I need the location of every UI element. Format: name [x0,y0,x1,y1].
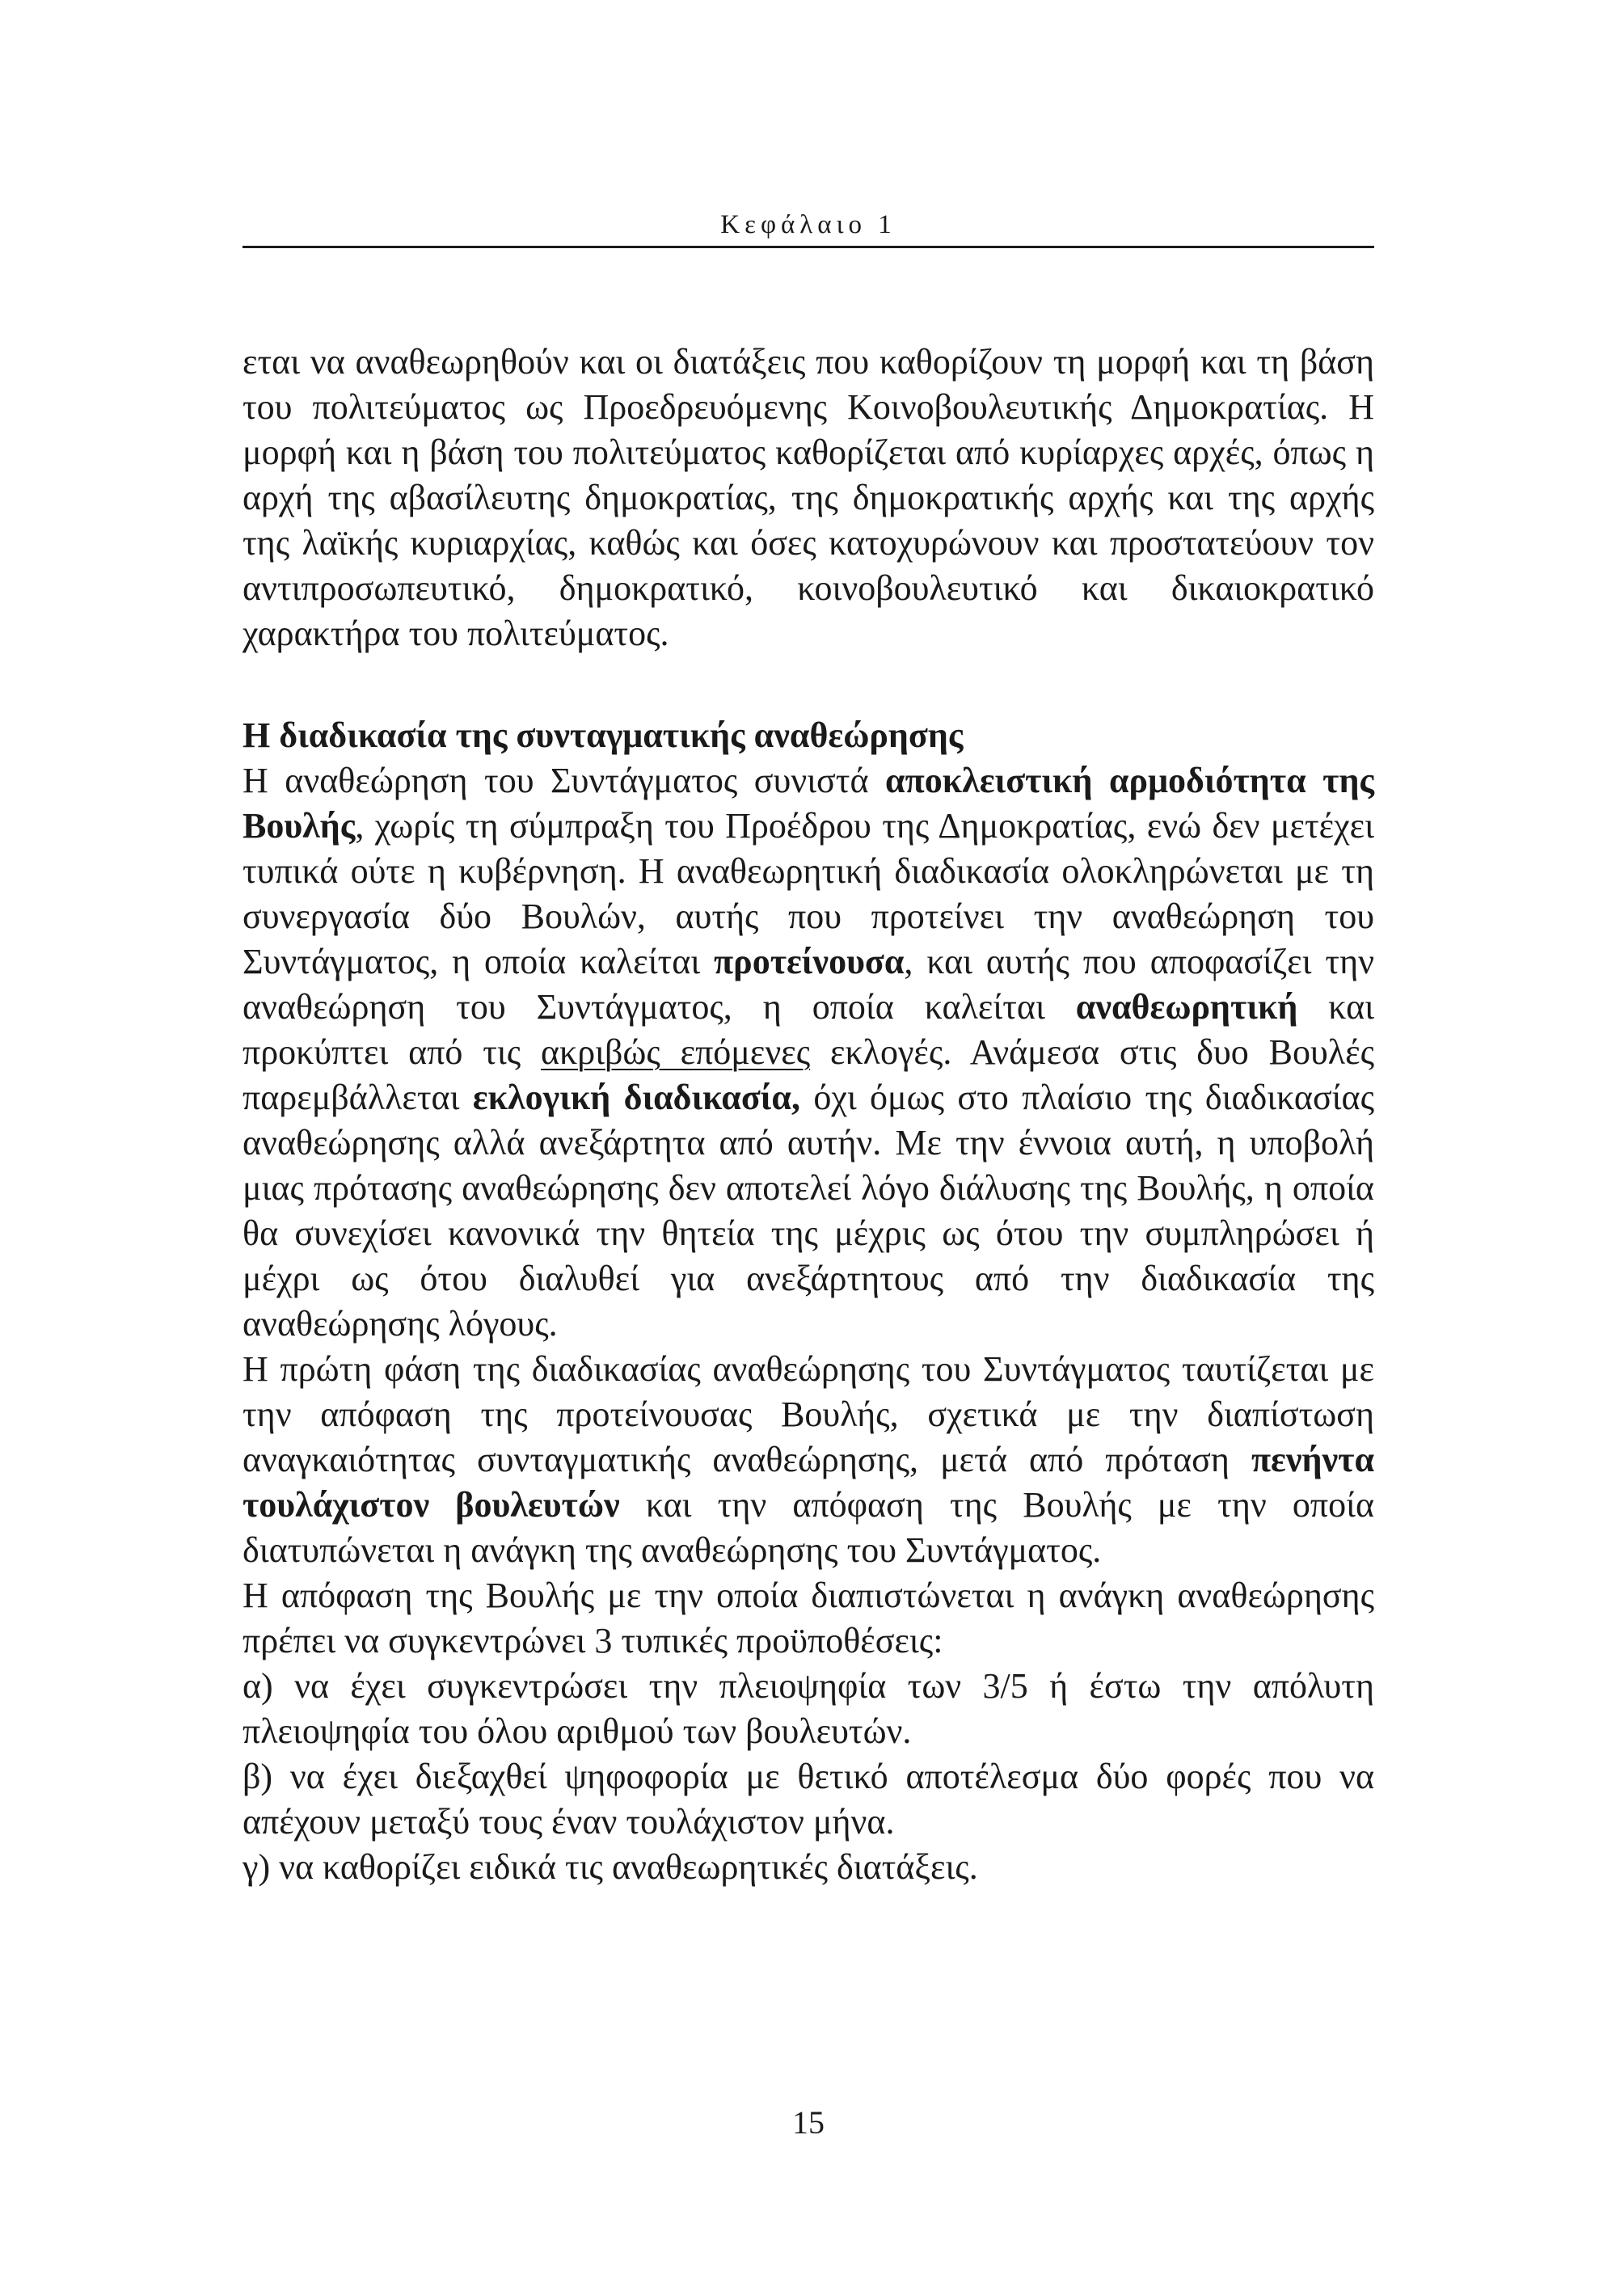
text-run: και την απόφαση της Βουλής με την οποία διατυπώνεται η ανάγκη της αναθεώρησης του Συντάγματος. [243,1485,1374,1570]
intro-paragraph: εται να αναθεωρηθούν και οι διατάξεις που καθορίζουν τη μορφή και τη βάση του πολιτεύματος ως Προεδρευόμενης Κοινοβουλευτικής Δημοκρατίας. Η μορφή και η βάση του πολιτεύματος καθορίζεται από κυρίαρχες αρχές, όπως η αρχή της αβασίλευτης δημοκρατίας, της δημοκρατικής αρχής και της αρχής της λαϊκής κυριαρχίας, καθώς και όσες κατοχυρώνουν και προστατεύουν τον αντιπροσωπευτικό, δημοκρατικό, κοινοβουλευτικό και δικαιοκρατικό χαρακτήρα του πολιτεύματος. [243,342,1374,653]
bold-term-electoral-procedure: εκλογική διαδικασία, [472,1078,800,1117]
underlined-term-next-elections: ακριβώς επόμενες [541,1032,811,1072]
page-number: 15 [792,2104,825,2141]
bold-term-fifty-mps: πενήντα τουλάχιστον βουλευτών [243,1440,1374,1525]
paragraph-first-phase [243,1347,1374,1573]
bold-term-exclusive-competence: αποκλειστική αρμοδιότητα της Βουλής [243,761,1374,846]
bold-term-revising: αναθεωρητική [1075,987,1298,1027]
list-item-b: β) να έχει διεξαχθεί ψηφοφορία με θετικό αποτέλεσμα δύο φορές που να απέχουν μεταξύ τους έναν τουλάχιστον μήνα. [243,1757,1374,1842]
text-run: , και αυτής που αποφασίζει την αναθεώρηση του Συντάγματος, η οποία καλείται [243,942,1374,1027]
paragraph-prerequisites: Η απόφαση της Βουλής με την οποία διαπιστώνεται η ανάγκη αναθεώρησης πρέπει να συγκεντρώνει 3 τυπικές προϋποθέσεις: [243,1576,1374,1660]
section-gap [243,656,1374,713]
running-header: Κεφάλαιο 1 [720,210,896,239]
text-run: εκλογές. Ανάμεσα στις δυο Βουλές παρεμβάλλεται [243,1032,1374,1117]
paragraph-revision-procedure [243,758,1374,1347]
list-item-c: γ) να καθορίζει ειδικά τις αναθεωρητικές διατάξεις. [243,1847,978,1887]
section-heading: Η διαδικασία της συνταγματικής αναθεώρησης [243,715,964,755]
text-run: και προκύπτει από τις [243,987,1374,1072]
text-run: Η πρώτη φάση της διαδικασίας αναθεώρησης του Συντάγματος ταυτίζεται με την απόφαση της προτείνουσας Βουλής, σχετικά με την διαπίστωση αναγκαιότητας συνταγματικής αναθεώρησης, μετά από πρόταση [243,1349,1374,1479]
text-run: όχι όμως στο πλαίσιο της διαδικασίας αναθεώρησης αλλά ανεξάρτητα από αυτήν. Με την έννοια αυτή, η υποβολή μιας πρότασης αναθεώρησης δεν αποτελεί λόγο διάλυσης της Βουλής, η οποία θα συνεχίσει κανονικά την θητεία της μέχρις ως ότου την συμπληρώσει ή μέχρι ως ότου διαλυθεί για ανεξάρτητους από την διαδικασία της αναθεώρησης λόγους. [243,1078,1374,1344]
body-text [243,340,1374,1890]
header-rule [243,246,1374,248]
text-run: , χωρίς τη σύμπραξη του Προέδρου της Δημοκρατίας, ενώ δεν μετέχει τυπικά ούτε η κυβέρνηση. Η αναθεωρητική διαδικασία ολοκληρώνεται με τη συνεργασία δύο Βουλών, αυτής που προτείνει την αναθεώρηση του Συντάγματος, η οποία καλείται [243,806,1374,981]
text-run: Η αναθεώρηση του Συντάγματος συνιστά [243,761,886,800]
bold-term-proposing: προτείνουσα [714,942,905,981]
list-item-a: α) να έχει συγκεντρώσει την πλειοψηφία των 3/5 ή έστω την απόλυτη πλειοψηφία του όλου αριθμού των βουλευτών. [243,1666,1374,1751]
